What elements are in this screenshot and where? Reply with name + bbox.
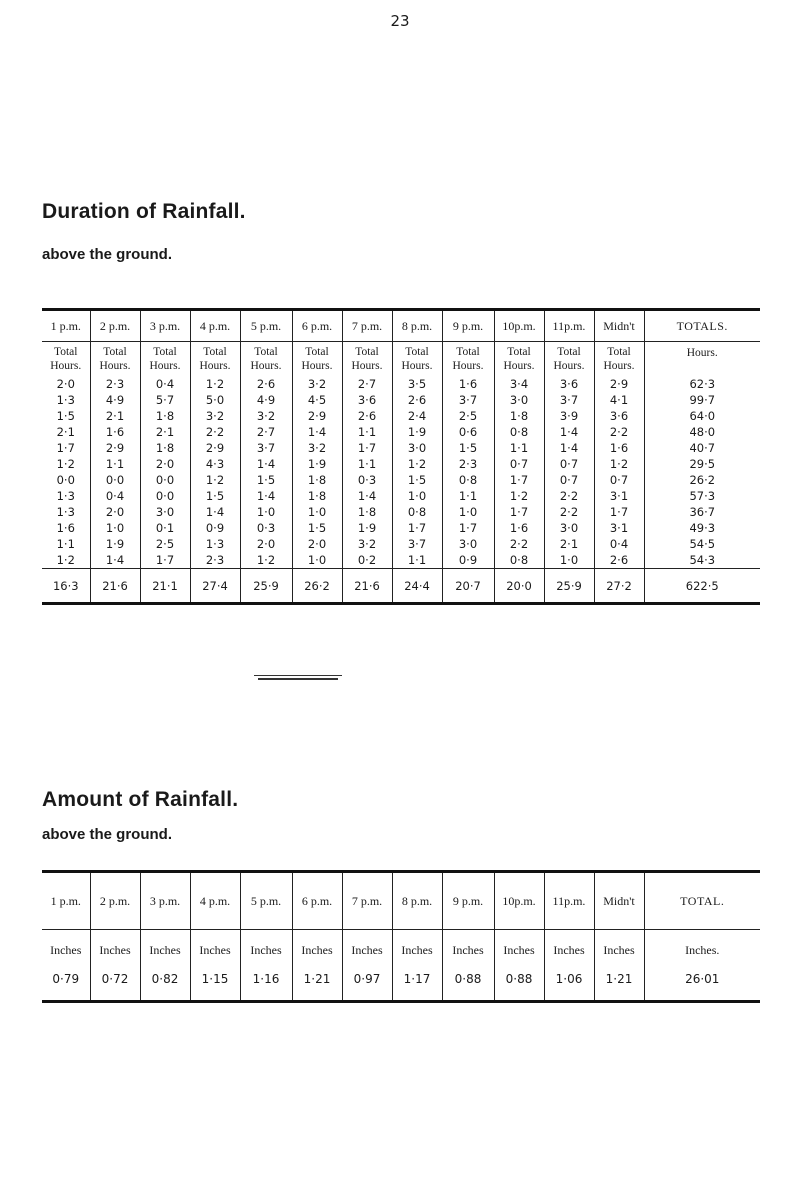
- hours-value: 1·5: [292, 520, 342, 536]
- hour-header: 6 p.m.: [292, 872, 342, 930]
- hours-value: 0·7: [544, 456, 594, 472]
- row-total: 48·0: [644, 424, 760, 440]
- column-total: 24·4: [392, 569, 442, 604]
- amount-units-row: [42, 930, 760, 959]
- hours-value: 2·6: [594, 552, 644, 569]
- column-total: 25·9: [240, 569, 292, 604]
- hours-value: 1·4: [544, 424, 594, 440]
- hours-value: 1·3: [56, 489, 75, 503]
- hours-value: 0·0: [140, 488, 190, 504]
- hours-value: 1·6: [442, 376, 494, 392]
- hours-value: 1·4: [544, 440, 594, 456]
- row-total: 29·5: [644, 456, 760, 472]
- hours-value: 2·1: [90, 408, 140, 424]
- unit-label: Inches.: [644, 930, 760, 959]
- column-total: 21·1: [140, 569, 190, 604]
- hours-value: 0·8: [442, 472, 494, 488]
- hours-value: 4·9: [240, 392, 292, 408]
- hour-header: Midn't: [594, 310, 644, 342]
- hours-label: Hours.: [199, 360, 231, 372]
- table-row: [42, 552, 760, 569]
- amount-value: 0·88: [442, 958, 494, 1002]
- total-label: Total: [355, 346, 379, 358]
- hours-value: 1·6: [594, 440, 644, 456]
- hours-value: 1·7: [392, 520, 442, 536]
- hours-value: 2·5: [442, 408, 494, 424]
- hours-value: 0·0: [56, 473, 75, 487]
- total-label: Total: [405, 346, 429, 358]
- duration-title: Duration of Rainfall.: [42, 200, 246, 223]
- hours-value: 2·1: [56, 425, 75, 439]
- hour-header: 10p.m.: [494, 872, 544, 930]
- hours-value: 2·9: [90, 440, 140, 456]
- hours-value: 3·4: [494, 376, 544, 392]
- amount-value: 0·82: [140, 958, 190, 1002]
- hours-value: 4·9: [90, 392, 140, 408]
- table-row: [42, 488, 760, 504]
- hours-value: 3·6: [544, 376, 594, 392]
- hours-value: 1·5: [190, 488, 240, 504]
- hours-value: 0·9: [190, 520, 240, 536]
- row-total: 62·3: [644, 376, 760, 392]
- hours-value: 1·0: [392, 488, 442, 504]
- hours-value: 0·9: [442, 552, 494, 569]
- table-row: [42, 536, 760, 552]
- hours-value: 1·1: [342, 456, 392, 472]
- amount-value: 0·97: [342, 958, 392, 1002]
- total-label: Total: [254, 346, 278, 358]
- unit-label: Inches: [190, 930, 240, 959]
- unit-label: Inches: [292, 930, 342, 959]
- hours-value: 1·8: [494, 408, 544, 424]
- hours-label: Hours.: [452, 360, 484, 372]
- hours-value: 2·4: [392, 408, 442, 424]
- page-number: 23: [390, 12, 410, 30]
- amount-header-row: [42, 872, 760, 930]
- hour-header: 3 p.m.: [140, 872, 190, 930]
- hours-value: 4·3: [190, 456, 240, 472]
- hours-label: Hours.: [603, 360, 635, 372]
- hours-value: 3·0: [442, 536, 494, 552]
- hours-value: 2·9: [594, 376, 644, 392]
- table-row: [42, 440, 760, 456]
- hours-label: Hours.: [301, 360, 333, 372]
- hours-value: 2·2: [494, 536, 544, 552]
- hours-value: 0·1: [140, 520, 190, 536]
- hour-header: Midn't: [594, 872, 644, 930]
- amount-value: 0·79: [52, 972, 80, 986]
- hour-header: 1 p.m.: [42, 872, 90, 930]
- amount-value: 1·17: [392, 958, 442, 1002]
- hours-label: Hours.: [149, 360, 181, 372]
- amount-table: [42, 870, 760, 1003]
- hours-value: 2·7: [342, 376, 392, 392]
- hours-value: 1·7: [140, 552, 190, 569]
- hour-header: 11p.m.: [544, 872, 594, 930]
- table-row: [42, 408, 760, 424]
- hours-value: 2·2: [594, 424, 644, 440]
- hours-value: 1·0: [292, 504, 342, 520]
- hours-value: 1·5: [392, 472, 442, 488]
- hours-value: 2·7: [240, 424, 292, 440]
- hours-value: 0·0: [140, 472, 190, 488]
- total-label: Total: [54, 346, 78, 358]
- amount-value: 1·16: [240, 958, 292, 1002]
- hours-value: 2·0: [292, 536, 342, 552]
- hours-value: 1·3: [190, 536, 240, 552]
- total-hours-label: [544, 342, 594, 377]
- amount-value: 1·21: [594, 958, 644, 1002]
- total-label: Total: [103, 346, 127, 358]
- total-hours-label: [240, 342, 292, 377]
- hours-value: 2·5: [140, 536, 190, 552]
- column-total: 27·4: [190, 569, 240, 604]
- hours-value: 2·9: [190, 440, 240, 456]
- duration-table: [42, 308, 760, 605]
- table-row: [42, 504, 760, 520]
- hours-value: 1·8: [140, 408, 190, 424]
- section-divider: [258, 678, 338, 680]
- total-label: Total: [557, 346, 581, 358]
- unit-label: Inches: [140, 930, 190, 959]
- hours-value: 1·4: [240, 488, 292, 504]
- hours-value: 1·1: [442, 488, 494, 504]
- hours-value: 0·8: [494, 552, 544, 569]
- hours-value: 0·7: [494, 456, 544, 472]
- column-total: 16·3: [42, 569, 90, 604]
- column-total: 25·9: [544, 569, 594, 604]
- hour-header: 5 p.m.: [240, 872, 292, 930]
- hours-value: 1·9: [392, 424, 442, 440]
- total-label: Total: [153, 346, 177, 358]
- hours-value: 0·8: [392, 504, 442, 520]
- hours-value: 1·2: [240, 552, 292, 569]
- totals-hours-label: Hours.: [644, 342, 760, 377]
- hours-value: 3·0: [392, 440, 442, 456]
- hours-value: 0·6: [442, 424, 494, 440]
- row-total: 57·3: [644, 488, 760, 504]
- hours-value: 5·0: [190, 392, 240, 408]
- totals-row: [42, 569, 760, 604]
- hours-value: 2·3: [90, 376, 140, 392]
- hours-value: 3·7: [392, 536, 442, 552]
- hours-value: 3·5: [392, 376, 442, 392]
- hours-value: 1·7: [494, 504, 544, 520]
- hours-value: 3·0: [494, 392, 544, 408]
- column-total: 20·7: [442, 569, 494, 604]
- row-total: 26·2: [644, 472, 760, 488]
- hours-label: Hours.: [351, 360, 383, 372]
- hours-value: 1·1: [90, 456, 140, 472]
- table-row: [42, 376, 760, 392]
- hours-value: 2·6: [342, 408, 392, 424]
- hours-value: 1·5: [56, 409, 75, 423]
- hours-value: 1·3: [56, 393, 75, 407]
- unit-label: Inches: [90, 930, 140, 959]
- hours-value: 0·8: [494, 424, 544, 440]
- hours-value: 4·1: [594, 392, 644, 408]
- total-label: Total: [456, 346, 480, 358]
- hour-header: 2 p.m.: [90, 310, 140, 342]
- hours-value: 1·2: [56, 457, 75, 471]
- hours-value: 1·4: [240, 456, 292, 472]
- unit-label: Inches: [544, 930, 594, 959]
- row-total: 49·3: [644, 520, 760, 536]
- hours-value: 3·1: [594, 488, 644, 504]
- unit-label: Inches: [442, 930, 494, 959]
- total-hours-label: [190, 342, 240, 377]
- hours-value: 1·6: [90, 424, 140, 440]
- hours-label: Hours.: [250, 360, 282, 372]
- hours-value: 2·0: [240, 536, 292, 552]
- hours-value: 1·0: [90, 520, 140, 536]
- row-total: 54·5: [644, 536, 760, 552]
- hour-header: 11p.m.: [544, 310, 594, 342]
- hours-label: Hours.: [503, 360, 535, 372]
- unit-label: Inches: [50, 943, 82, 957]
- hours-value: 3·9: [544, 408, 594, 424]
- amount-value: 0·72: [90, 958, 140, 1002]
- row-total: 36·7: [644, 504, 760, 520]
- hours-value: 2·1: [140, 424, 190, 440]
- hour-header: 8 p.m.: [392, 872, 442, 930]
- hours-value: 1·1: [494, 440, 544, 456]
- hours-value: 1·2: [392, 456, 442, 472]
- hours-value: 2·6: [392, 392, 442, 408]
- hours-value: 2·0: [56, 377, 75, 391]
- column-total: 21·6: [90, 569, 140, 604]
- hours-value: 1·2: [494, 488, 544, 504]
- hour-header: 7 p.m.: [342, 872, 392, 930]
- hours-value: 0·3: [240, 520, 292, 536]
- total-hours-label: [392, 342, 442, 377]
- hours-value: 2·3: [442, 456, 494, 472]
- hours-value: 1·7: [342, 440, 392, 456]
- hour-header: 5 p.m.: [240, 310, 292, 342]
- table-row: [42, 424, 760, 440]
- hours-label: Hours.: [99, 360, 131, 372]
- hours-value: 1·2: [594, 456, 644, 472]
- total-label: Total: [305, 346, 329, 358]
- column-total: 21·6: [342, 569, 392, 604]
- row-total: 54·3: [644, 552, 760, 569]
- row-total: 99·7: [644, 392, 760, 408]
- hours-value: 2·2: [190, 424, 240, 440]
- hours-value: 1·5: [240, 472, 292, 488]
- hours-value: 1·1: [342, 424, 392, 440]
- grand-total: 622·5: [644, 569, 760, 604]
- hours-value: 3·0: [140, 504, 190, 520]
- hours-value: 2·0: [90, 504, 140, 520]
- column-total: 26·2: [292, 569, 342, 604]
- hours-value: 0·0: [90, 472, 140, 488]
- hour-header: 1 p.m.: [42, 310, 90, 342]
- hours-value: 1·3: [56, 505, 75, 519]
- table-row: [42, 472, 760, 488]
- hours-label: Hours.: [50, 360, 82, 372]
- hours-value: 1·1: [392, 552, 442, 569]
- hours-value: 0·7: [544, 472, 594, 488]
- duration-header-row: [42, 310, 760, 342]
- total-label: Total: [607, 346, 631, 358]
- total-hours-label: [594, 342, 644, 377]
- duration-subheader-row: [42, 342, 760, 377]
- hours-value: 3·7: [240, 440, 292, 456]
- hours-value: 1·0: [292, 552, 342, 569]
- hour-header: 2 p.m.: [90, 872, 140, 930]
- hours-value: 1·6: [56, 521, 75, 535]
- total-hours-label: [292, 342, 342, 377]
- hours-label: Hours.: [401, 360, 433, 372]
- hours-value: 1·7: [56, 441, 75, 455]
- hours-value: 1·8: [292, 488, 342, 504]
- hours-value: 3·2: [240, 408, 292, 424]
- amount-value: 1·21: [292, 958, 342, 1002]
- hours-value: 2·2: [544, 488, 594, 504]
- hours-value: 1·8: [342, 504, 392, 520]
- hours-value: 2·3: [190, 552, 240, 569]
- hours-value: 0·7: [594, 472, 644, 488]
- hours-value: 1·5: [442, 440, 494, 456]
- hours-value: 1·2: [190, 472, 240, 488]
- hours-value: 1·8: [140, 440, 190, 456]
- hours-value: 1·0: [544, 552, 594, 569]
- amount-value: 1·15: [190, 958, 240, 1002]
- hour-header: 9 p.m.: [442, 310, 494, 342]
- hours-value: 1·4: [292, 424, 342, 440]
- table-row: [42, 520, 760, 536]
- total-label: Total: [507, 346, 531, 358]
- hours-value: 1·9: [292, 456, 342, 472]
- hours-value: 3·1: [594, 520, 644, 536]
- hours-value: 1·6: [494, 520, 544, 536]
- amount-value: 0·88: [494, 958, 544, 1002]
- hour-header: 6 p.m.: [292, 310, 342, 342]
- hours-value: 0·4: [140, 376, 190, 392]
- hours-value: 0·4: [90, 488, 140, 504]
- column-total: 20·0: [494, 569, 544, 604]
- hours-value: 1·0: [240, 504, 292, 520]
- hours-value: 2·0: [140, 456, 190, 472]
- hour-header: 4 p.m.: [190, 310, 240, 342]
- table-row: [42, 456, 760, 472]
- hours-value: 3·6: [594, 408, 644, 424]
- hour-header: 3 p.m.: [140, 310, 190, 342]
- hours-value: 0·3: [342, 472, 392, 488]
- totals-header: TOTALS.: [644, 310, 760, 342]
- amount-values-row: [42, 958, 760, 1002]
- hours-value: 1·7: [494, 472, 544, 488]
- hours-value: 1·4: [90, 552, 140, 569]
- hours-value: 3·2: [342, 536, 392, 552]
- unit-label: Inches: [494, 930, 544, 959]
- hours-value: 1·8: [292, 472, 342, 488]
- hours-value: 4·5: [292, 392, 342, 408]
- hours-value: 1·1: [56, 537, 75, 551]
- hour-header: 10p.m.: [494, 310, 544, 342]
- hours-value: 1·9: [90, 536, 140, 552]
- total-amount: 26·01: [644, 958, 760, 1002]
- amount-title: Amount of Rainfall.: [42, 788, 239, 811]
- hours-value: 2·9: [292, 408, 342, 424]
- total-header: TOTAL.: [644, 872, 760, 930]
- hour-header: 7 p.m.: [342, 310, 392, 342]
- hours-value: 0·4: [594, 536, 644, 552]
- hours-value: 3·2: [190, 408, 240, 424]
- hours-value: 2·2: [544, 504, 594, 520]
- unit-label: Inches: [240, 930, 292, 959]
- column-total: 27·2: [594, 569, 644, 604]
- hours-value: 1·2: [190, 376, 240, 392]
- amount-value: 1·06: [544, 958, 594, 1002]
- hours-value: 1·9: [342, 520, 392, 536]
- hour-header: 8 p.m.: [392, 310, 442, 342]
- hours-label: Hours.: [553, 360, 585, 372]
- section-divider: [254, 675, 342, 676]
- unit-label: Inches: [342, 930, 392, 959]
- hours-value: 1·0: [442, 504, 494, 520]
- table-row: [42, 392, 760, 408]
- hours-value: 3·7: [442, 392, 494, 408]
- hours-value: 3·2: [292, 376, 342, 392]
- hours-value: 5·7: [140, 392, 190, 408]
- hours-value: 2·6: [240, 376, 292, 392]
- row-total: 40·7: [644, 440, 760, 456]
- hours-value: 3·6: [342, 392, 392, 408]
- hours-value: 1·4: [342, 488, 392, 504]
- hour-header: 4 p.m.: [190, 872, 240, 930]
- hours-value: 3·7: [544, 392, 594, 408]
- amount-subtitle: above the ground.: [42, 826, 173, 843]
- hour-header: 9 p.m.: [442, 872, 494, 930]
- row-total: 64·0: [644, 408, 760, 424]
- total-hours-label: [140, 342, 190, 377]
- hours-value: 1·7: [594, 504, 644, 520]
- hours-value: 1·4: [190, 504, 240, 520]
- hours-value: 2·1: [544, 536, 594, 552]
- hours-value: 3·2: [292, 440, 342, 456]
- duration-subtitle: above the ground.: [42, 246, 173, 263]
- total-label: Total: [203, 346, 227, 358]
- total-hours-label: [442, 342, 494, 377]
- total-hours-label: [42, 342, 90, 377]
- total-hours-label: [90, 342, 140, 377]
- hours-value: 0·2: [342, 552, 392, 569]
- hours-value: 3·0: [544, 520, 594, 536]
- hours-value: 1·7: [442, 520, 494, 536]
- unit-label: Inches: [392, 930, 442, 959]
- hours-value: 1·2: [56, 553, 75, 567]
- unit-label: Inches: [594, 930, 644, 959]
- total-hours-label: [494, 342, 544, 377]
- total-hours-label: [342, 342, 392, 377]
